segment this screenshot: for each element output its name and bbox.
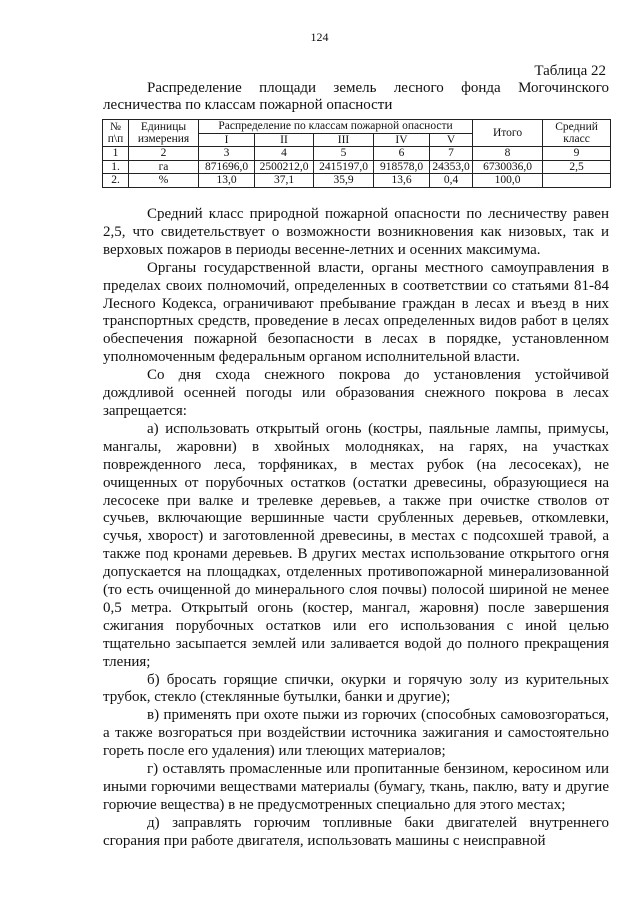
fire-class-table — [102, 119, 611, 188]
table-cell: 4 — [255, 147, 314, 161]
header-class: V — [430, 133, 473, 147]
table-cell — [543, 174, 611, 188]
table-cell: 37,1 — [255, 174, 314, 188]
header-distribution: Распределение по классам пожарной опасности — [199, 120, 473, 134]
table-cell: % — [129, 174, 199, 188]
paragraph: Средний класс природной пожарной опасности по лесничеству равен 2,5, что свидетельствует о возможности возникновения как низовых, так и верховых пожаров в периоды весенне-летних и осенних максимума. — [103, 206, 609, 258]
table-cell: 3 — [199, 147, 255, 161]
table-index-row — [103, 147, 611, 161]
table-header-row — [103, 120, 611, 134]
paragraph: Органы государственной власти, органы местного самоуправления в пределах своих полномочий, определенных в соответствии со статьями 81-84 Лесного Кодекса, ограничивают пребывание граждан в лесах и въезд в них транспортных средств, проведение в лесах определенных видов работ в целях обеспечения пожарной безопасности в лесах в порядке, установленном уполномоченным федеральным органом исполнительной власти. — [103, 259, 609, 366]
paragraph: а) использовать открытый огонь (костры, паяльные лампы, примусы, мангалы, жаровни) в хвойных молодняках, на гарях, на участках поврежденного леса, торфяниках, в местах рубок (на лесосеках), не очищенных от порубочных остатков (остатки древесины, образующиеся на лесосеке при валке и трелевке деревьев, а также при очистке стволов от сучьев, включающие вершинные части срубленных деревьев, откомлевки, сучья, хворост) и заготовленной древесины, в местах с подсохшей травой, а также под кронами деревьев. В других местах использование открытого огня допускается на площадках, отделенных противопожарной минерализованной (то есть очищенной до минерального слоя почвы) полосой шириной не менее 0,5 метра. Открытый огонь (костер, мангал, жаровня) после завершения сжигания порубочных остатков или его использования с иной целью тщательно засыпается землей или заливается водой до полного прекращения тления; — [103, 420, 609, 670]
table-cell: 1. — [103, 160, 129, 174]
table-cell: 13,0 — [199, 174, 255, 188]
paragraph: Со дня схода снежного покрова до установления устойчивой дождливой осенней погоды или образования снежного покрова в лесах запрещается: — [103, 367, 609, 419]
header-total: Итого — [473, 120, 543, 147]
page-number: 124 — [310, 30, 329, 44]
paragraph: б) бросать горящие спички, окурки и горячую золу из курительных трубок, стекло (стеклянные бутылки, банки и другие); — [103, 671, 609, 706]
table-cell: 24353,0 — [430, 160, 473, 174]
table-cell: 918578,0 — [374, 160, 430, 174]
table-caption: Распределение площади земель лесного фонда Могочинского лесничества по классам пожарной опасности — [103, 80, 609, 113]
paragraph: д) заправлять горючим топливные баки двигателей внутреннего сгорания при работе двигателя, использовать машины с неисправной — [103, 814, 609, 849]
header-average-class: Средний класс — [543, 120, 611, 147]
table-cell: 100,0 — [473, 174, 543, 188]
body-text — [103, 206, 609, 851]
table-cell: 2,5 — [543, 160, 611, 174]
table-cell: 5 — [314, 147, 374, 161]
table-cell: 2 — [129, 147, 199, 161]
table-label: Таблица 22 — [534, 63, 606, 79]
table-cell: 2500212,0 — [255, 160, 314, 174]
header-number: № п\п — [103, 120, 129, 147]
paragraph: в) применять при охоте пыжи из горючих (способных самовозгораться, а также возгораться при воздействии источника зажигания и самостоятельно гореть после его удаления) или тлеющих материалов; — [103, 707, 609, 760]
table-cell: га — [129, 160, 199, 174]
table-row — [103, 160, 611, 174]
table-row — [103, 174, 611, 188]
table-cell: 1 — [103, 147, 129, 161]
table-cell: 2415197,0 — [314, 160, 374, 174]
table-cell: 8 — [473, 147, 543, 161]
header-class: IV — [374, 133, 430, 147]
table-cell: 6 — [374, 147, 430, 161]
header-class: II — [255, 133, 314, 147]
header-class: III — [314, 133, 374, 147]
table-cell: 871696,0 — [199, 160, 255, 174]
header-class: I — [199, 133, 255, 147]
table-cell: 6730036,0 — [473, 160, 543, 174]
table-cell: 7 — [430, 147, 473, 161]
paragraph: г) оставлять промасленные или пропитанные бензином, керосином или иными горючими веществами материалы (бумагу, ткань, паклю, вату и другие горючие вещества) в не предусмотренных специально для этого местах; — [103, 761, 609, 813]
table-cell: 0,4 — [430, 174, 473, 188]
table-cell: 35,9 — [314, 174, 374, 188]
header-units: Единицы измерения — [129, 120, 199, 147]
table-cell: 13,6 — [374, 174, 430, 188]
table-cell: 2. — [103, 174, 129, 188]
table-cell: 9 — [543, 147, 611, 161]
